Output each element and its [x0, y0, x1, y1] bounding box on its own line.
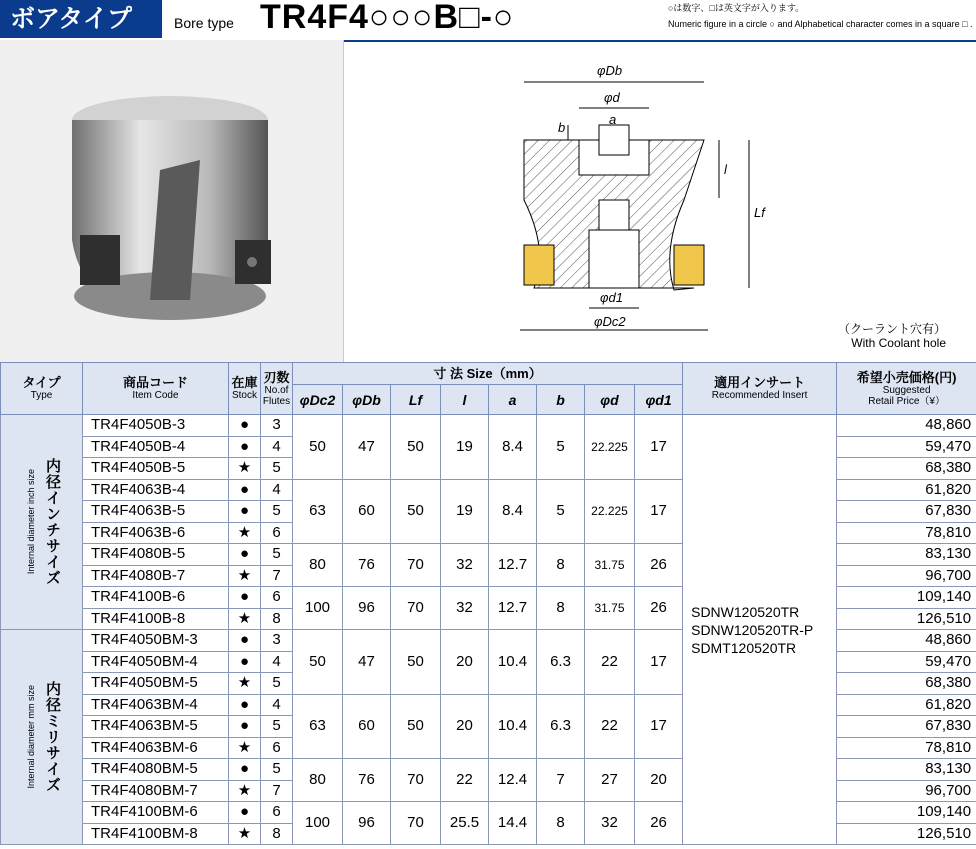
dim-value: 17 [635, 415, 683, 480]
dim-value: 22 [585, 694, 635, 759]
flutes: 4 [261, 694, 293, 716]
retail-price: 109,140 [837, 587, 976, 609]
stock-mark: ● [229, 630, 261, 652]
dim-value: 17 [635, 479, 683, 544]
page-title: ボアタイプ [0, 0, 162, 38]
header-insert: 適用インサート Recommended Insert [683, 363, 837, 415]
retail-price: 126,510 [837, 608, 976, 630]
item-code: TR4F4080BM-7 [83, 780, 229, 802]
dim-value: 76 [343, 544, 391, 587]
item-code: TR4F4063B-5 [83, 501, 229, 523]
type-cell [1, 630, 83, 845]
dim-value: 8.4 [489, 415, 537, 480]
stock-mark: ★ [229, 780, 261, 802]
dim-value: 70 [391, 759, 441, 802]
dim-value: 50 [293, 630, 343, 695]
dim-value: 96 [343, 587, 391, 630]
retail-price: 61,820 [837, 479, 976, 501]
dim-value: 50 [391, 630, 441, 695]
product-photo [0, 40, 344, 362]
item-code: TR4F4063BM-4 [83, 694, 229, 716]
dim-value: 63 [293, 479, 343, 544]
dim-value: 22 [441, 759, 489, 802]
item-code: TR4F4050B-5 [83, 458, 229, 480]
retail-price: 83,130 [837, 544, 976, 566]
dim-value: 100 [293, 587, 343, 630]
stock-mark: ★ [229, 673, 261, 695]
stock-mark: ● [229, 544, 261, 566]
retail-price: 109,140 [837, 802, 976, 824]
stock-mark: ● [229, 415, 261, 437]
flutes: 6 [261, 802, 293, 824]
header-dim: φd [585, 385, 635, 415]
header-price: 希望小売価格(円) Suggested Retail Price（¥） [837, 363, 976, 415]
retail-price: 67,830 [837, 501, 976, 523]
item-code: TR4F4063BM-5 [83, 716, 229, 738]
flutes: 4 [261, 436, 293, 458]
dim-value: 100 [293, 802, 343, 845]
stock-mark: ★ [229, 522, 261, 544]
dim-value: 26 [635, 587, 683, 630]
item-code: TR4F4050BM-4 [83, 651, 229, 673]
item-code: TR4F4063B-4 [83, 479, 229, 501]
dim-value: 47 [343, 415, 391, 480]
stock-mark: ● [229, 501, 261, 523]
page-subtitle: Bore type [174, 15, 234, 31]
type-jp: 内径ミリサイズ [44, 681, 61, 793]
dim-value: 10.4 [489, 630, 537, 695]
stock-mark: ● [229, 479, 261, 501]
retail-price: 96,700 [837, 780, 976, 802]
dim-value: 5 [537, 479, 585, 544]
dim-value: 70 [391, 544, 441, 587]
dim-value: 63 [293, 694, 343, 759]
type-jp: 内径インチサイズ [44, 458, 61, 586]
dim-value: 5 [537, 415, 585, 480]
header-stock: 在庫 Stock [229, 363, 261, 415]
table-row [1, 415, 976, 437]
dim-value: 31.75 [585, 544, 635, 587]
label-l: l [724, 162, 727, 177]
item-code: TR4F4100B-8 [83, 608, 229, 630]
stock-mark: ● [229, 694, 261, 716]
dim-value: 25.5 [441, 802, 489, 845]
dim-value: 14.4 [489, 802, 537, 845]
retail-price: 68,380 [837, 673, 976, 695]
retail-price: 83,130 [837, 759, 976, 781]
dim-value: 96 [343, 802, 391, 845]
dim-value: 20 [635, 759, 683, 802]
item-code: TR4F4050B-3 [83, 415, 229, 437]
coolant-caption-jp: （クーラント穴有） [837, 322, 946, 336]
item-code: TR4F4100B-6 [83, 587, 229, 609]
flutes: 7 [261, 565, 293, 587]
flutes: 5 [261, 458, 293, 480]
product-code-pattern: TR4F4○○○B□-○ [260, 0, 515, 36]
dim-value: 17 [635, 694, 683, 759]
flutes: 8 [261, 608, 293, 630]
spec-table [0, 362, 976, 845]
retail-price: 78,810 [837, 522, 976, 544]
item-code: TR4F4050BM-3 [83, 630, 229, 652]
flutes: 6 [261, 522, 293, 544]
label-d1: φd1 [600, 290, 623, 305]
stock-mark: ● [229, 716, 261, 738]
item-code: TR4F4080B-7 [83, 565, 229, 587]
flutes: 5 [261, 673, 293, 695]
retail-price: 48,860 [837, 415, 976, 437]
label-d: φd [604, 90, 620, 105]
flutes: 6 [261, 587, 293, 609]
dim-value: 32 [585, 802, 635, 845]
item-code: TR4F4100BM-6 [83, 802, 229, 824]
milling-cutter-illustration [0, 40, 343, 362]
item-code: TR4F4050B-4 [83, 436, 229, 458]
dim-value: 50 [391, 479, 441, 544]
recommended-insert [683, 415, 837, 845]
type-cell [1, 415, 83, 630]
header-dim: Lf [391, 385, 441, 415]
stock-mark: ★ [229, 458, 261, 480]
dim-value: 8.4 [489, 479, 537, 544]
dim-value: 32 [441, 544, 489, 587]
stock-mark: ★ [229, 565, 261, 587]
dim-value: 80 [293, 759, 343, 802]
dim-value: 22.225 [585, 479, 635, 544]
dim-value: 32 [441, 587, 489, 630]
retail-price: 126,510 [837, 823, 976, 845]
label-db: φDb [597, 63, 623, 78]
dim-value: 17 [635, 630, 683, 695]
dim-value: 10.4 [489, 694, 537, 759]
dim-value: 8 [537, 802, 585, 845]
item-code: TR4F4063BM-6 [83, 737, 229, 759]
stock-mark: ★ [229, 608, 261, 630]
stock-mark: ● [229, 436, 261, 458]
retail-price: 67,830 [837, 716, 976, 738]
dim-value: 6.3 [537, 694, 585, 759]
dim-value: 6.3 [537, 630, 585, 695]
flutes: 4 [261, 651, 293, 673]
type-en: Internal diameter mm size [26, 685, 36, 789]
dim-value: 20 [441, 694, 489, 759]
stock-mark: ★ [229, 737, 261, 759]
stock-mark: ★ [229, 823, 261, 845]
item-code: TR4F4050BM-5 [83, 673, 229, 695]
dim-value: 80 [293, 544, 343, 587]
retail-price: 48,860 [837, 630, 976, 652]
dim-value: 47 [343, 630, 391, 695]
dim-value: 12.7 [489, 587, 537, 630]
dim-value: 19 [441, 415, 489, 480]
stock-mark: ● [229, 759, 261, 781]
stock-mark: ● [229, 651, 261, 673]
dim-value: 60 [343, 694, 391, 759]
dimension-drawing [344, 40, 976, 362]
dim-value: 50 [391, 415, 441, 480]
flutes: 5 [261, 501, 293, 523]
dim-value: 26 [635, 544, 683, 587]
dim-value: 8 [537, 544, 585, 587]
dim-value: 12.4 [489, 759, 537, 802]
flutes: 8 [261, 823, 293, 845]
header-dim: φDc2 [293, 385, 343, 415]
retail-price: 68,380 [837, 458, 976, 480]
retail-price: 59,470 [837, 651, 976, 673]
insert-code: SDNW120520TR [691, 603, 800, 620]
flutes: 5 [261, 544, 293, 566]
flutes: 5 [261, 759, 293, 781]
dim-value: 22 [585, 630, 635, 695]
stock-mark: ● [229, 587, 261, 609]
dim-value: 76 [343, 759, 391, 802]
item-code: TR4F4100BM-8 [83, 823, 229, 845]
dim-value: 31.75 [585, 587, 635, 630]
header-item-code: 商品コード Item Code [83, 363, 229, 415]
retail-price: 61,820 [837, 694, 976, 716]
header-dim: b [537, 385, 585, 415]
label-lf: Lf [754, 205, 765, 220]
dim-value: 22.225 [585, 415, 635, 480]
header-dim: l [441, 385, 489, 415]
dim-value: 20 [441, 630, 489, 695]
dim-value: 7 [537, 759, 585, 802]
insert-code: SDNW120520TR-P [691, 621, 814, 638]
dim-value: 70 [391, 802, 441, 845]
flutes: 3 [261, 630, 293, 652]
page-header [0, 0, 976, 42]
label-b: b [558, 120, 566, 135]
header-flutes: 刃数 No.of Flutes [261, 363, 293, 415]
header-dim: φDb [343, 385, 391, 415]
dim-value: 60 [343, 479, 391, 544]
dim-value: 50 [391, 694, 441, 759]
cross-section-diagram [344, 40, 976, 362]
item-code: TR4F4080BM-5 [83, 759, 229, 781]
dim-value: 8 [537, 587, 585, 630]
flutes: 6 [261, 737, 293, 759]
type-en: Internal diameter inch size [26, 469, 36, 575]
flutes: 7 [261, 780, 293, 802]
retail-price: 78,810 [837, 737, 976, 759]
flutes: 3 [261, 415, 293, 437]
dim-value: 50 [293, 415, 343, 480]
dim-value: 26 [635, 802, 683, 845]
dim-value: 19 [441, 479, 489, 544]
retail-price: 59,470 [837, 436, 976, 458]
insert-code: SDMT120520TR [691, 639, 797, 656]
coolant-caption-en: With Coolant hole [851, 336, 946, 350]
dim-value: 27 [585, 759, 635, 802]
header-dim: φd1 [635, 385, 683, 415]
label-a: a [609, 112, 617, 127]
dim-value: 70 [391, 587, 441, 630]
flutes: 5 [261, 716, 293, 738]
dim-value: 12.7 [489, 544, 537, 587]
code-note-en: Numeric figure in a circle ○ and Alphabetical character comes in a square □ . [668, 19, 973, 29]
retail-price: 96,700 [837, 565, 976, 587]
item-code: TR4F4063B-6 [83, 522, 229, 544]
header-dim: a [489, 385, 537, 415]
flutes: 4 [261, 479, 293, 501]
label-dc2: φDc2 [594, 314, 626, 329]
stock-mark: ● [229, 802, 261, 824]
item-code: TR4F4080B-5 [83, 544, 229, 566]
header-type: タイプ Type [1, 363, 83, 415]
header-size: 寸 法 Size（mm） [293, 363, 683, 385]
code-note-jp: ○は数字、□は英文字が入ります。 [668, 3, 805, 13]
